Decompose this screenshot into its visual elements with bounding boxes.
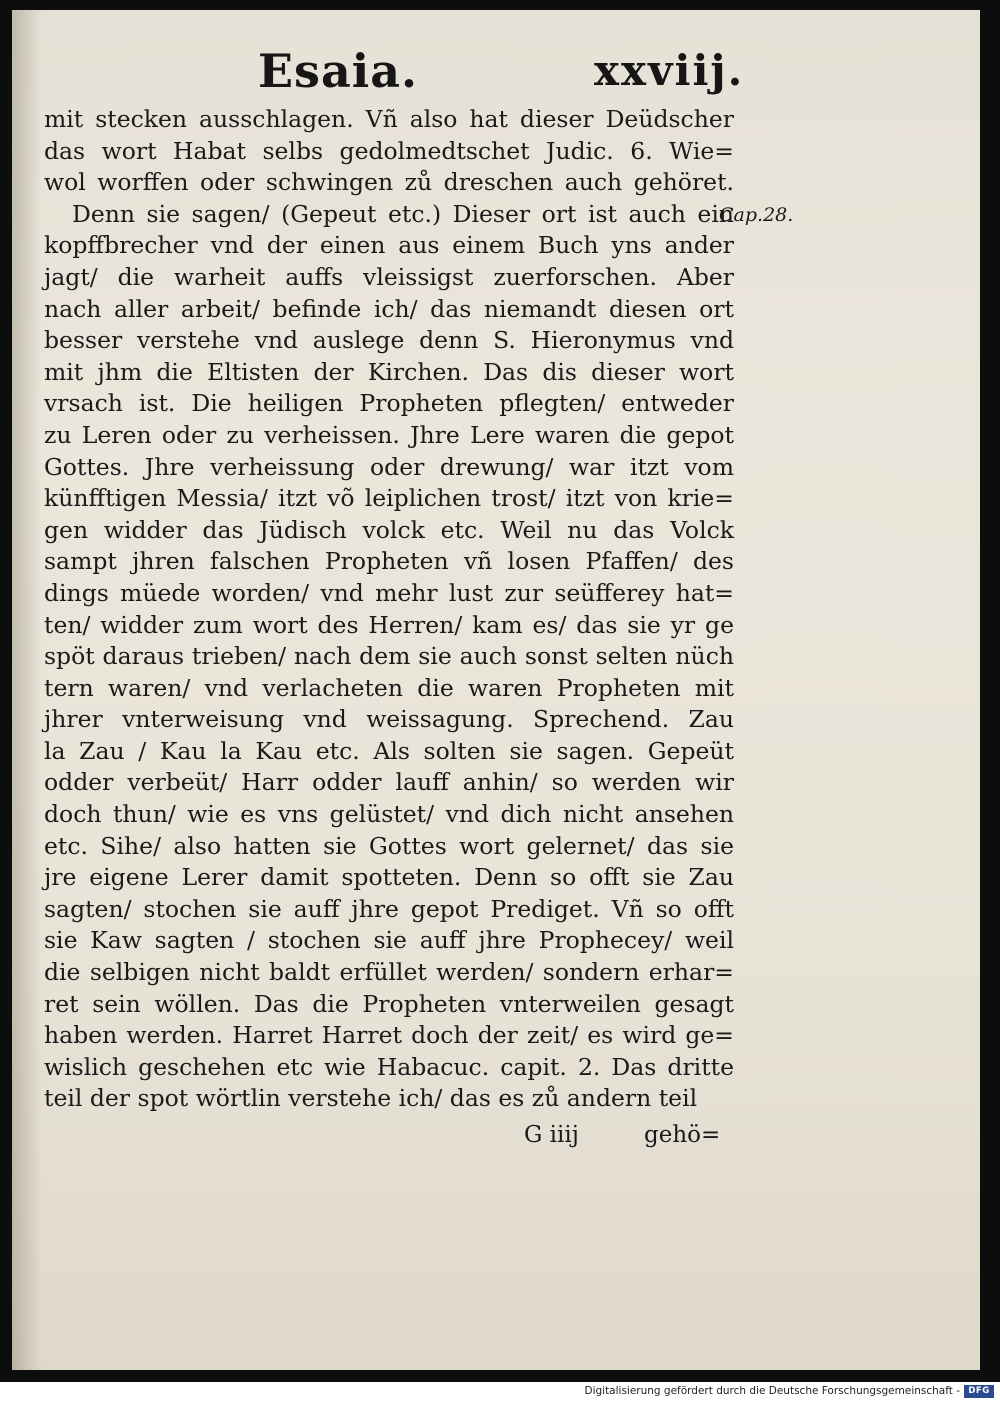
text-line: das wort Habat selbs gedolmedtschet Judic. 6. Wie= <box>44 136 734 165</box>
signature-mark: G iiij <box>524 1122 579 1148</box>
text-line: la Zau / Kau la Kau etc. Als solten sie sagen. Gepeüt <box>44 736 734 765</box>
text-line: dings müede worden/ vnd mehr lust zur seüfferey hat= <box>44 578 734 607</box>
text-line: die selbigen nicht baldt erfüllet werden/ sondern erhar= <box>44 958 734 987</box>
dfg-logo: DFG <box>964 1385 994 1398</box>
footer-bar <box>0 1382 1000 1402</box>
body-text <box>44 104 734 1115</box>
text-line: wol worffen oder schwingen zů dreschen auch gehöret. <box>44 168 734 197</box>
catchline <box>524 1122 724 1156</box>
running-title: Esaia. <box>258 44 419 98</box>
text-line: doch thun/ wie es vns gelüstet/ vnd dich nicht ansehen <box>44 800 734 829</box>
text-line: spöt daraus trieben/ nach dem sie auch sonst selten nüch <box>44 642 734 671</box>
text-line: jagt/ die warheit auffs vleissigst zuerforschen. Aber <box>44 262 734 291</box>
page-header <box>12 44 980 104</box>
margin-note: Cap.28. <box>719 204 794 226</box>
text-line: mit jhm die Eltisten der Kirchen. Das dis dieser wort <box>44 357 734 386</box>
text-line: sagten/ stochen sie auff jhre gepot Prediget. Vñ so offt <box>44 894 734 923</box>
text-line: Denn sie sagen/ (Gepeut etc.) Dieser ort ist auch ein <box>72 199 734 228</box>
funding-credit: Digitalisierung gefördert durch die Deutsche Forschungsgemeinschaft - <box>584 1385 960 1397</box>
text-line: gen widder das Jüdisch volck etc. Weil nu das Volck <box>44 515 734 544</box>
text-line: Gottes. Jhre verheissung oder drewung/ war itzt vom <box>44 452 734 481</box>
text-line: ret sein wöllen. Das die Propheten vnterweilen gesagt <box>44 989 734 1018</box>
text-line: jhrer vnterweisung vnd weissagung. Sprechend. Zau <box>44 705 734 734</box>
text-line: odder verbeüt/ Harr odder lauff anhin/ so werden wir <box>44 768 734 797</box>
text-line: künfftigen Messia/ itzt võ leiplichen trost/ itzt von krie= <box>44 484 734 513</box>
text-line: wislich geschehen etc wie Habacuc. capit. 2. Das dritte <box>44 1052 734 1081</box>
text-line: jre eigene Lerer damit spotteten. Denn so offt sie Zau <box>44 863 734 892</box>
book-page <box>12 10 980 1370</box>
text-line: tern waren/ vnd verlacheten die waren Propheten mit <box>44 673 734 702</box>
text-line: mit stecken ausschlagen. Vñ also hat dieser Deüdscher <box>44 105 734 133</box>
text-line: kopffbrecher vnd der einen aus einem Buch yns ander <box>44 231 734 260</box>
text-line: zu Leren oder zu verheissen. Jhre Lere waren die gepot <box>44 420 734 449</box>
text-line: vrsach ist. Die heiligen Propheten pflegten/ entweder <box>44 389 734 418</box>
text-line: etc. Sihe/ also hatten sie Gottes wort gelernet/ das sie <box>44 831 734 860</box>
text-line: sie Kaw sagten / stochen sie auff jhre Prophecey/ weil <box>44 926 734 955</box>
catchword: gehö= <box>644 1122 721 1148</box>
text-line: nach aller arbeit/ befinde ich/ das niemandt diesen ort <box>44 294 734 323</box>
text-line: haben werden. Harret Harret doch der zeit/ es wird ge= <box>44 1021 734 1050</box>
text-line: ten/ widder zum wort des Herren/ kam es/ das sie yr ge <box>44 610 734 639</box>
text-line: sampt jhren falschen Propheten vñ losen Pfaffen/ des <box>44 547 734 576</box>
folio-number: xxviij. <box>594 46 745 95</box>
text-line: teil der spot wörtlin verstehe ich/ das es zů andern teil <box>44 1084 698 1113</box>
text-line: besser verstehe vnd auslege denn S. Hieronymus vnd <box>44 326 734 355</box>
